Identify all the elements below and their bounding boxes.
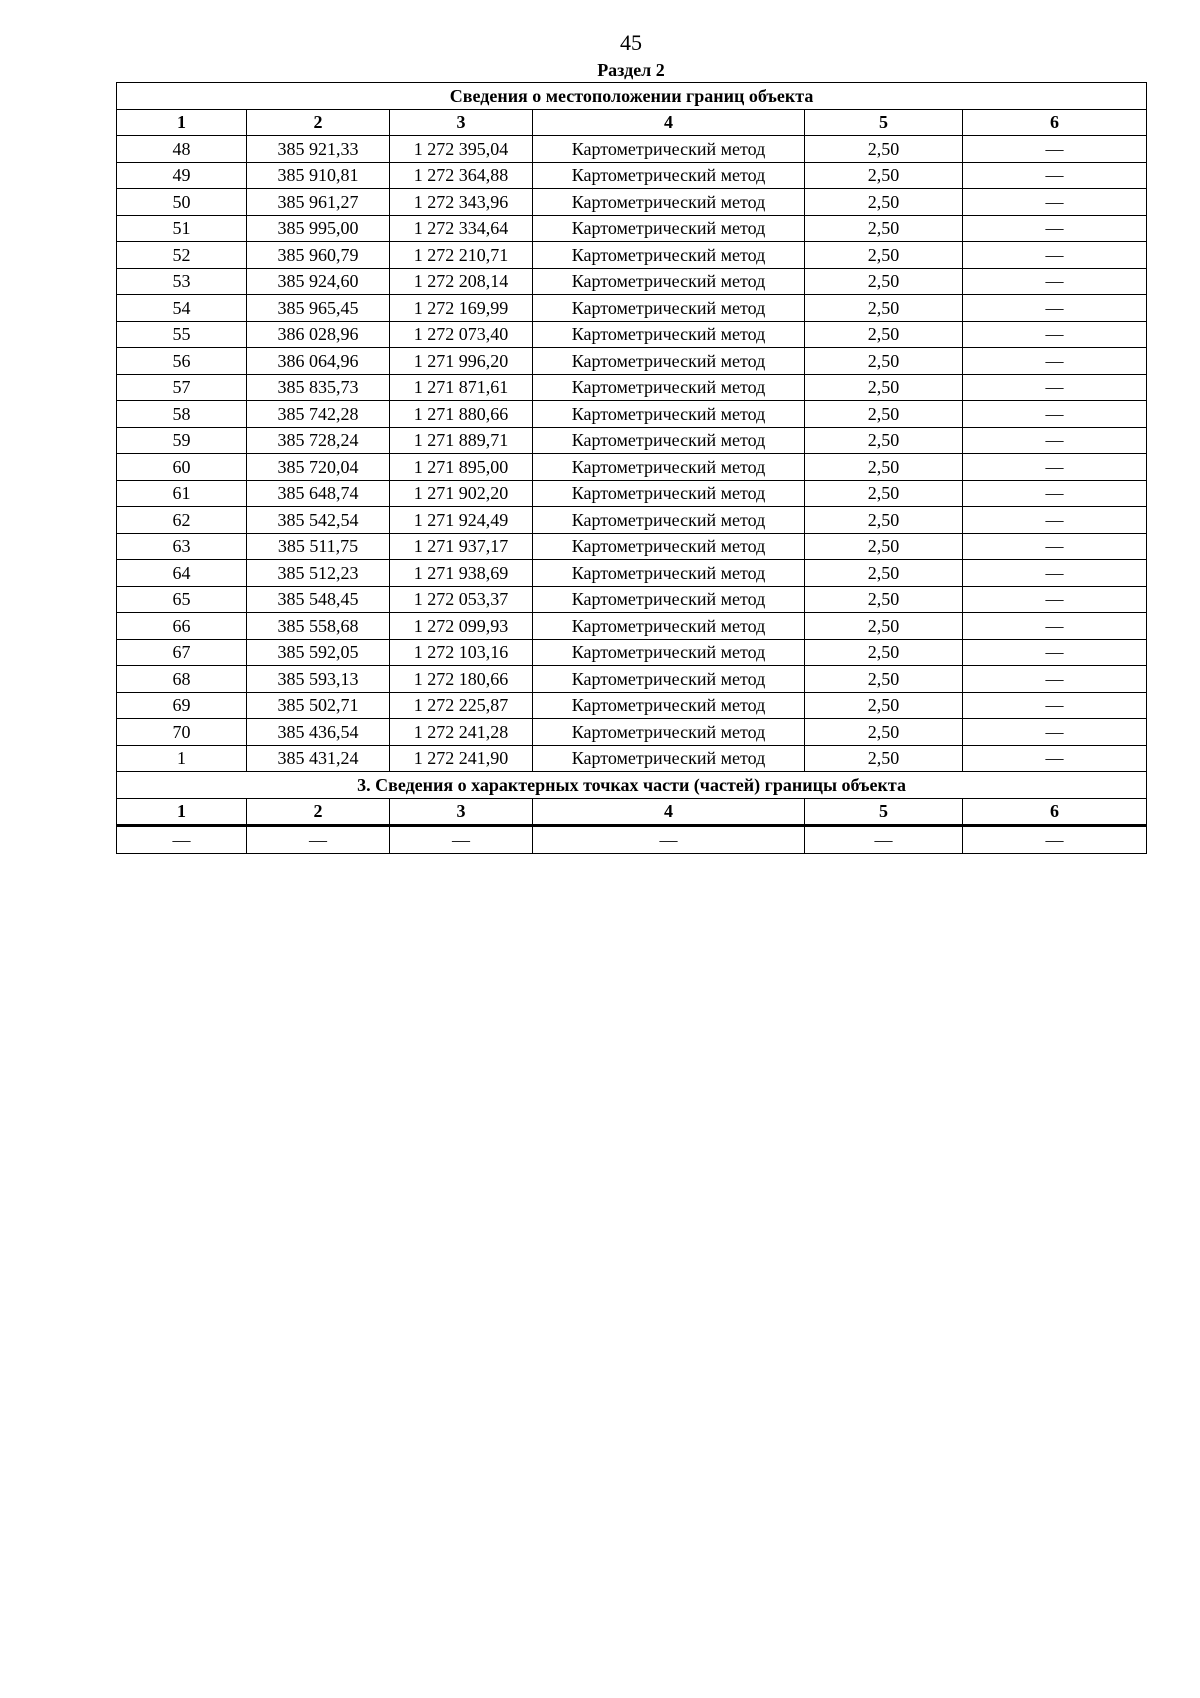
table-cell: Картометрический метод <box>533 666 805 693</box>
table-cell: 385 512,23 <box>247 560 390 587</box>
table-cell: 2,50 <box>805 401 963 428</box>
table-cell: 385 648,74 <box>247 480 390 507</box>
table-cell: Картометрический метод <box>533 480 805 507</box>
table-cell: 2,50 <box>805 586 963 613</box>
table-row <box>117 242 1147 269</box>
table-cell: 50 <box>117 189 247 216</box>
table-cell: 1 272 169,99 <box>390 295 533 322</box>
table-cell: 1 272 334,64 <box>390 215 533 242</box>
table-row <box>117 348 1147 375</box>
table-cell: Картометрический метод <box>533 560 805 587</box>
table-cell: Картометрический метод <box>533 268 805 295</box>
table-cell: 1 271 902,20 <box>390 480 533 507</box>
table-row <box>117 560 1147 587</box>
table-cell: 2,50 <box>805 215 963 242</box>
table-cell: 1 272 073,40 <box>390 321 533 348</box>
table-cell: 1 272 241,28 <box>390 719 533 746</box>
table-cell: 60 <box>117 454 247 481</box>
table-cell: — <box>963 533 1147 560</box>
table-cell: 2,50 <box>805 692 963 719</box>
table-cell: Картометрический метод <box>533 401 805 428</box>
column-header: 1 <box>117 109 247 136</box>
table-cell: 1 272 241,90 <box>390 745 533 772</box>
table-row <box>117 586 1147 613</box>
page-number: 45 <box>620 30 642 55</box>
table-cell: Картометрический метод <box>533 374 805 401</box>
section3-cell: — <box>963 826 1147 854</box>
table-cell: 385 961,27 <box>247 189 390 216</box>
table-cell: 385 742,28 <box>247 401 390 428</box>
table-cell: Картометрический метод <box>533 719 805 746</box>
section3-cell: — <box>117 826 247 854</box>
section3-column-header: 4 <box>533 798 805 826</box>
table-cell: — <box>963 268 1147 295</box>
table-cell: — <box>963 560 1147 587</box>
table-row <box>117 295 1147 322</box>
table-cell: 55 <box>117 321 247 348</box>
table-cell: 2,50 <box>805 427 963 454</box>
table-cell: — <box>963 348 1147 375</box>
table-cell: Картометрический метод <box>533 533 805 560</box>
table-cell: 385 592,05 <box>247 639 390 666</box>
table-cell: 59 <box>117 427 247 454</box>
table-title-row <box>117 83 1147 110</box>
table-cell: 385 728,24 <box>247 427 390 454</box>
table-cell: — <box>963 613 1147 640</box>
table-row <box>117 136 1147 163</box>
table-cell: 385 542,54 <box>247 507 390 534</box>
table-cell: 2,50 <box>805 268 963 295</box>
table-cell: Картометрический метод <box>533 348 805 375</box>
table-cell: 1 271 996,20 <box>390 348 533 375</box>
table-cell: 68 <box>117 666 247 693</box>
table-cell: — <box>963 215 1147 242</box>
table-cell: 385 995,00 <box>247 215 390 242</box>
table-cell: — <box>963 136 1147 163</box>
table-cell: 385 436,54 <box>247 719 390 746</box>
table-cell: 70 <box>117 719 247 746</box>
table-cell: 2,50 <box>805 533 963 560</box>
table-cell: — <box>963 719 1147 746</box>
table-row <box>117 480 1147 507</box>
table-cell: Картометрический метод <box>533 692 805 719</box>
table-cell: 61 <box>117 480 247 507</box>
table-cell: Картометрический метод <box>533 136 805 163</box>
table-cell: 2,50 <box>805 295 963 322</box>
table-cell: 1 271 937,17 <box>390 533 533 560</box>
table-cell: 49 <box>117 162 247 189</box>
table-cell: — <box>963 692 1147 719</box>
table-cell: 2,50 <box>805 454 963 481</box>
table-cell: 1 272 103,16 <box>390 639 533 666</box>
table-cell: 69 <box>117 692 247 719</box>
table-cell: 385 835,73 <box>247 374 390 401</box>
table-cell: 385 965,45 <box>247 295 390 322</box>
table-cell: — <box>963 745 1147 772</box>
section3-header-row <box>117 798 1147 826</box>
table-cell: 1 272 343,96 <box>390 189 533 216</box>
table-cell: 385 921,33 <box>247 136 390 163</box>
section3-cell: — <box>805 826 963 854</box>
table-cell: 1 271 924,49 <box>390 507 533 534</box>
table-cell: 2,50 <box>805 374 963 401</box>
table-cell: 2,50 <box>805 162 963 189</box>
table-cell: Картометрический метод <box>533 427 805 454</box>
table-cell: 53 <box>117 268 247 295</box>
section3-column-header: 2 <box>247 798 390 826</box>
table-cell: 57 <box>117 374 247 401</box>
table-cell: 2,50 <box>805 613 963 640</box>
table-row <box>117 427 1147 454</box>
table-cell: 386 028,96 <box>247 321 390 348</box>
table-cell: 2,50 <box>805 639 963 666</box>
table-cell: Картометрический метод <box>533 507 805 534</box>
table-cell: Картометрический метод <box>533 639 805 666</box>
table-cell: Картометрический метод <box>533 745 805 772</box>
table-cell: Картометрический метод <box>533 321 805 348</box>
section3-cell: — <box>533 826 805 854</box>
table-cell: 1 272 099,93 <box>390 613 533 640</box>
table-cell: 54 <box>117 295 247 322</box>
section3-column-header: 6 <box>963 798 1147 826</box>
column-header: 2 <box>247 109 390 136</box>
table-row <box>117 613 1147 640</box>
table-row <box>117 162 1147 189</box>
table-cell: 385 960,79 <box>247 242 390 269</box>
table-row <box>117 745 1147 772</box>
boundary-table <box>116 82 1147 854</box>
section3-cell: — <box>390 826 533 854</box>
column-header: 3 <box>390 109 533 136</box>
table-cell: 2,50 <box>805 321 963 348</box>
table-row <box>117 189 1147 216</box>
table-cell: 2,50 <box>805 348 963 375</box>
table-cell: 385 502,71 <box>247 692 390 719</box>
table-row <box>117 374 1147 401</box>
table-cell: Картометрический метод <box>533 162 805 189</box>
table-cell: — <box>963 189 1147 216</box>
table-cell: — <box>963 321 1147 348</box>
table-row <box>117 719 1147 746</box>
table-cell: 64 <box>117 560 247 587</box>
table-cell: 385 431,24 <box>247 745 390 772</box>
table-cell: 385 924,60 <box>247 268 390 295</box>
section-label: Раздел 2 <box>597 60 665 80</box>
table-cell: — <box>963 295 1147 322</box>
section3-title: 3. Сведения о характерных точках части (частей) границы объекта <box>117 772 1147 799</box>
table-cell: 2,50 <box>805 480 963 507</box>
table-cell: 1 272 180,66 <box>390 666 533 693</box>
table-cell: — <box>963 162 1147 189</box>
table-cell: 385 511,75 <box>247 533 390 560</box>
table-cell: — <box>963 480 1147 507</box>
table-cell: 386 064,96 <box>247 348 390 375</box>
table-cell: Картометрический метод <box>533 586 805 613</box>
table-cell: 2,50 <box>805 242 963 269</box>
table-row <box>117 692 1147 719</box>
table-cell: 56 <box>117 348 247 375</box>
table-cell: 385 910,81 <box>247 162 390 189</box>
table-row <box>117 507 1147 534</box>
table-cell: 2,50 <box>805 745 963 772</box>
table-row <box>117 215 1147 242</box>
table-cell: 385 593,13 <box>247 666 390 693</box>
table-cell: 2,50 <box>805 136 963 163</box>
table-cell: — <box>963 507 1147 534</box>
table-cell: — <box>963 639 1147 666</box>
table-cell: Картометрический метод <box>533 613 805 640</box>
table-cell: 2,50 <box>805 507 963 534</box>
table-cell: 385 548,45 <box>247 586 390 613</box>
table-cell: 1 271 895,00 <box>390 454 533 481</box>
table-cell: 385 720,04 <box>247 454 390 481</box>
table-header-row <box>117 109 1147 136</box>
section3-column-header: 5 <box>805 798 963 826</box>
table-title: Сведения о местоположении границ объекта <box>117 83 1147 110</box>
table-cell: 1 <box>117 745 247 772</box>
table-cell: 1 272 210,71 <box>390 242 533 269</box>
section3-row <box>117 826 1147 854</box>
table-row <box>117 533 1147 560</box>
table-cell: — <box>963 374 1147 401</box>
table-cell: 1 272 053,37 <box>390 586 533 613</box>
table-cell: 63 <box>117 533 247 560</box>
table-cell: 58 <box>117 401 247 428</box>
table-row <box>117 454 1147 481</box>
table-cell: Картометрический метод <box>533 295 805 322</box>
table-cell: 1 272 208,14 <box>390 268 533 295</box>
table-cell: 2,50 <box>805 560 963 587</box>
table-cell: 67 <box>117 639 247 666</box>
table-cell: 51 <box>117 215 247 242</box>
section3-title-row <box>117 772 1147 799</box>
table-cell: 62 <box>117 507 247 534</box>
table-cell: — <box>963 242 1147 269</box>
table-cell: — <box>963 454 1147 481</box>
column-header: 6 <box>963 109 1147 136</box>
table-row <box>117 639 1147 666</box>
table-cell: — <box>963 427 1147 454</box>
table-body <box>117 83 1147 854</box>
table-cell: 2,50 <box>805 189 963 216</box>
table-cell: Картометрический метод <box>533 189 805 216</box>
table-row <box>117 666 1147 693</box>
table-cell: Картометрический метод <box>533 215 805 242</box>
column-header: 4 <box>533 109 805 136</box>
section3-column-header: 3 <box>390 798 533 826</box>
column-header: 5 <box>805 109 963 136</box>
table-cell: 1 271 871,61 <box>390 374 533 401</box>
table-row <box>117 401 1147 428</box>
table-cell: 48 <box>117 136 247 163</box>
table-cell: Картометрический метод <box>533 454 805 481</box>
table-cell: 2,50 <box>805 666 963 693</box>
table-row <box>117 321 1147 348</box>
table-cell: 1 271 880,66 <box>390 401 533 428</box>
table-cell: 1 272 225,87 <box>390 692 533 719</box>
table-cell: 1 271 938,69 <box>390 560 533 587</box>
table-cell: — <box>963 401 1147 428</box>
table-cell: 65 <box>117 586 247 613</box>
table-cell: 1 272 395,04 <box>390 136 533 163</box>
table-cell: 2,50 <box>805 719 963 746</box>
table-cell: 385 558,68 <box>247 613 390 640</box>
table-cell: 52 <box>117 242 247 269</box>
section3-column-header: 1 <box>117 798 247 826</box>
table-cell: — <box>963 666 1147 693</box>
table-cell: 1 272 364,88 <box>390 162 533 189</box>
table-cell: — <box>963 586 1147 613</box>
table-cell: Картометрический метод <box>533 242 805 269</box>
table-cell: 1 271 889,71 <box>390 427 533 454</box>
section3-cell: — <box>247 826 390 854</box>
table-cell: 66 <box>117 613 247 640</box>
table-row <box>117 268 1147 295</box>
